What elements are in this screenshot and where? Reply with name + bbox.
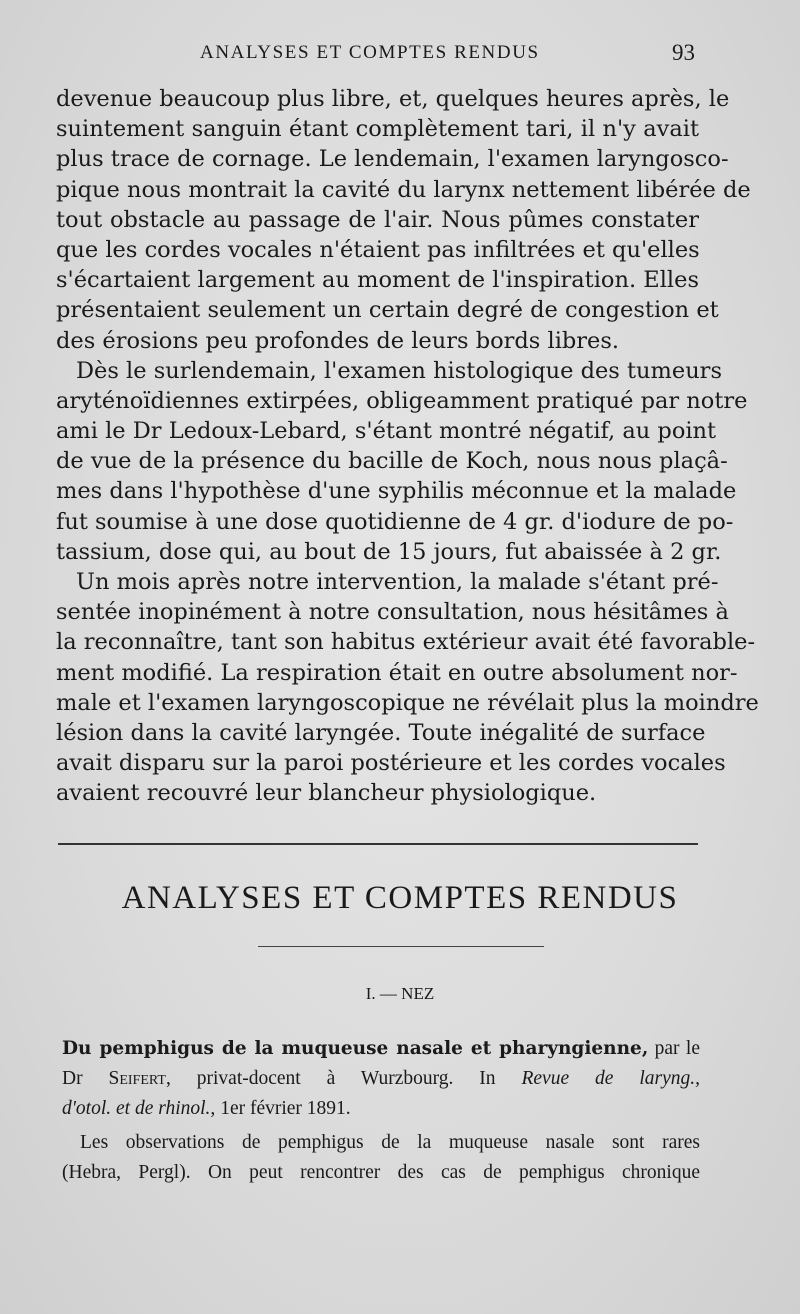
- article-title: Du pemphigus de la muqueuse nasale et pharyngienne,: [62, 1038, 649, 1059]
- text-line: avait disparu sur la paroi postérieure et les cordes vocales: [56, 750, 726, 777]
- text-line: Dès le surlendemain, l'examen histologique des tumeurs: [76, 357, 722, 384]
- text-line: de vue de la présence du bacille de Koch, nous nous plaçâ-: [56, 448, 728, 475]
- text-line: devenue beaucoup plus libre, et, quelques heures après, le: [56, 86, 730, 112]
- text-line: male et l'examen laryngoscopique ne révélait plus la moindre: [56, 689, 759, 716]
- text-line: plus trace de cornage. Le lendemain, l'examen laryngosco-: [56, 146, 729, 173]
- journal-name: Revue de laryng.,: [521, 1068, 700, 1089]
- text-line: Un mois après notre intervention, la malade s'étant pré-: [76, 569, 719, 595]
- text-line: tout obstacle au passage de l'air. Nous pûmes constater: [56, 206, 699, 233]
- text-line: présentaient seulement un certain degré de congestion et: [56, 297, 719, 324]
- author-prefix: Dr: [62, 1068, 83, 1089]
- review-line: Les observations de pemphigus de la muqueuse nasale sont rares: [80, 1132, 700, 1153]
- journal-name-cont: d'otol. et de rhinol.,: [62, 1098, 216, 1119]
- text-line: tassium, dose qui, au bout de 15 jours, fut abaissée à 2 gr.: [56, 538, 722, 565]
- review-line: (Hebra, Pergl). On peut rencontrer des cas de pemphigus chronique: [62, 1162, 700, 1183]
- author-info: privat-docent à Wurzbourg. In: [196, 1068, 496, 1089]
- text-line: lésion dans la cavité laryngée. Toute inégalité de surface: [56, 719, 706, 746]
- article-journal-line: [62, 1094, 700, 1124]
- text-line: sentée inopinément à notre consultation, nous hésitâmes à: [56, 599, 729, 626]
- text-line: que les cordes vocales n'étaient pas infiltrées et qu'elles: [56, 236, 700, 263]
- page-number: 93: [672, 40, 695, 65]
- text-line: des érosions peu profondes de leurs bords libres.: [56, 327, 620, 354]
- section-title: ANALYSES ET COMPTES RENDUS: [121, 880, 679, 916]
- article-header: [62, 1034, 700, 1124]
- text-line: s'écartaient largement au moment de l'inspiration. Elles: [56, 267, 699, 294]
- review-text: [62, 1128, 700, 1188]
- title-underline: [258, 946, 544, 947]
- text-line: fut soumise à une dose quotidienne de 4 gr. d'iodure de po-: [56, 508, 734, 535]
- text-line: ment modifié. La respiration était en outre absolument nor-: [56, 659, 738, 686]
- running-head: [0, 40, 800, 70]
- article-author: Seifert,: [108, 1068, 171, 1089]
- text-line: mes dans l'hypothèse d'une syphilis méconnue et la malade: [56, 478, 737, 505]
- article-date: 1er février 1891.: [220, 1098, 351, 1119]
- subsection-heading: I. — NEZ: [365, 984, 435, 1003]
- article-title-tail: par le: [654, 1038, 701, 1059]
- body-text: [56, 84, 759, 809]
- text-line: avaient recouvré leur blancheur physiologique.: [56, 780, 597, 807]
- text-line: aryténoïdiennes extirpées, obligeamment pratiqué par notre: [56, 387, 748, 414]
- text-line: suintement sanguin étant complètement tari, il n'y avait: [56, 116, 699, 143]
- section-divider: [58, 843, 698, 845]
- running-title: ANALYSES ET COMPTES RENDUS: [200, 42, 540, 63]
- text-line: pique nous montrait la cavité du larynx nettement libérée de: [56, 176, 751, 203]
- text-line: la reconnaître, tant son habitus extérieur avait été favorable-: [56, 629, 756, 656]
- text-line: ami le Dr Ledoux-Lebard, s'étant montré négatif, au point: [56, 418, 717, 445]
- article-title-line: [62, 1034, 700, 1064]
- article-author-line: [62, 1064, 700, 1094]
